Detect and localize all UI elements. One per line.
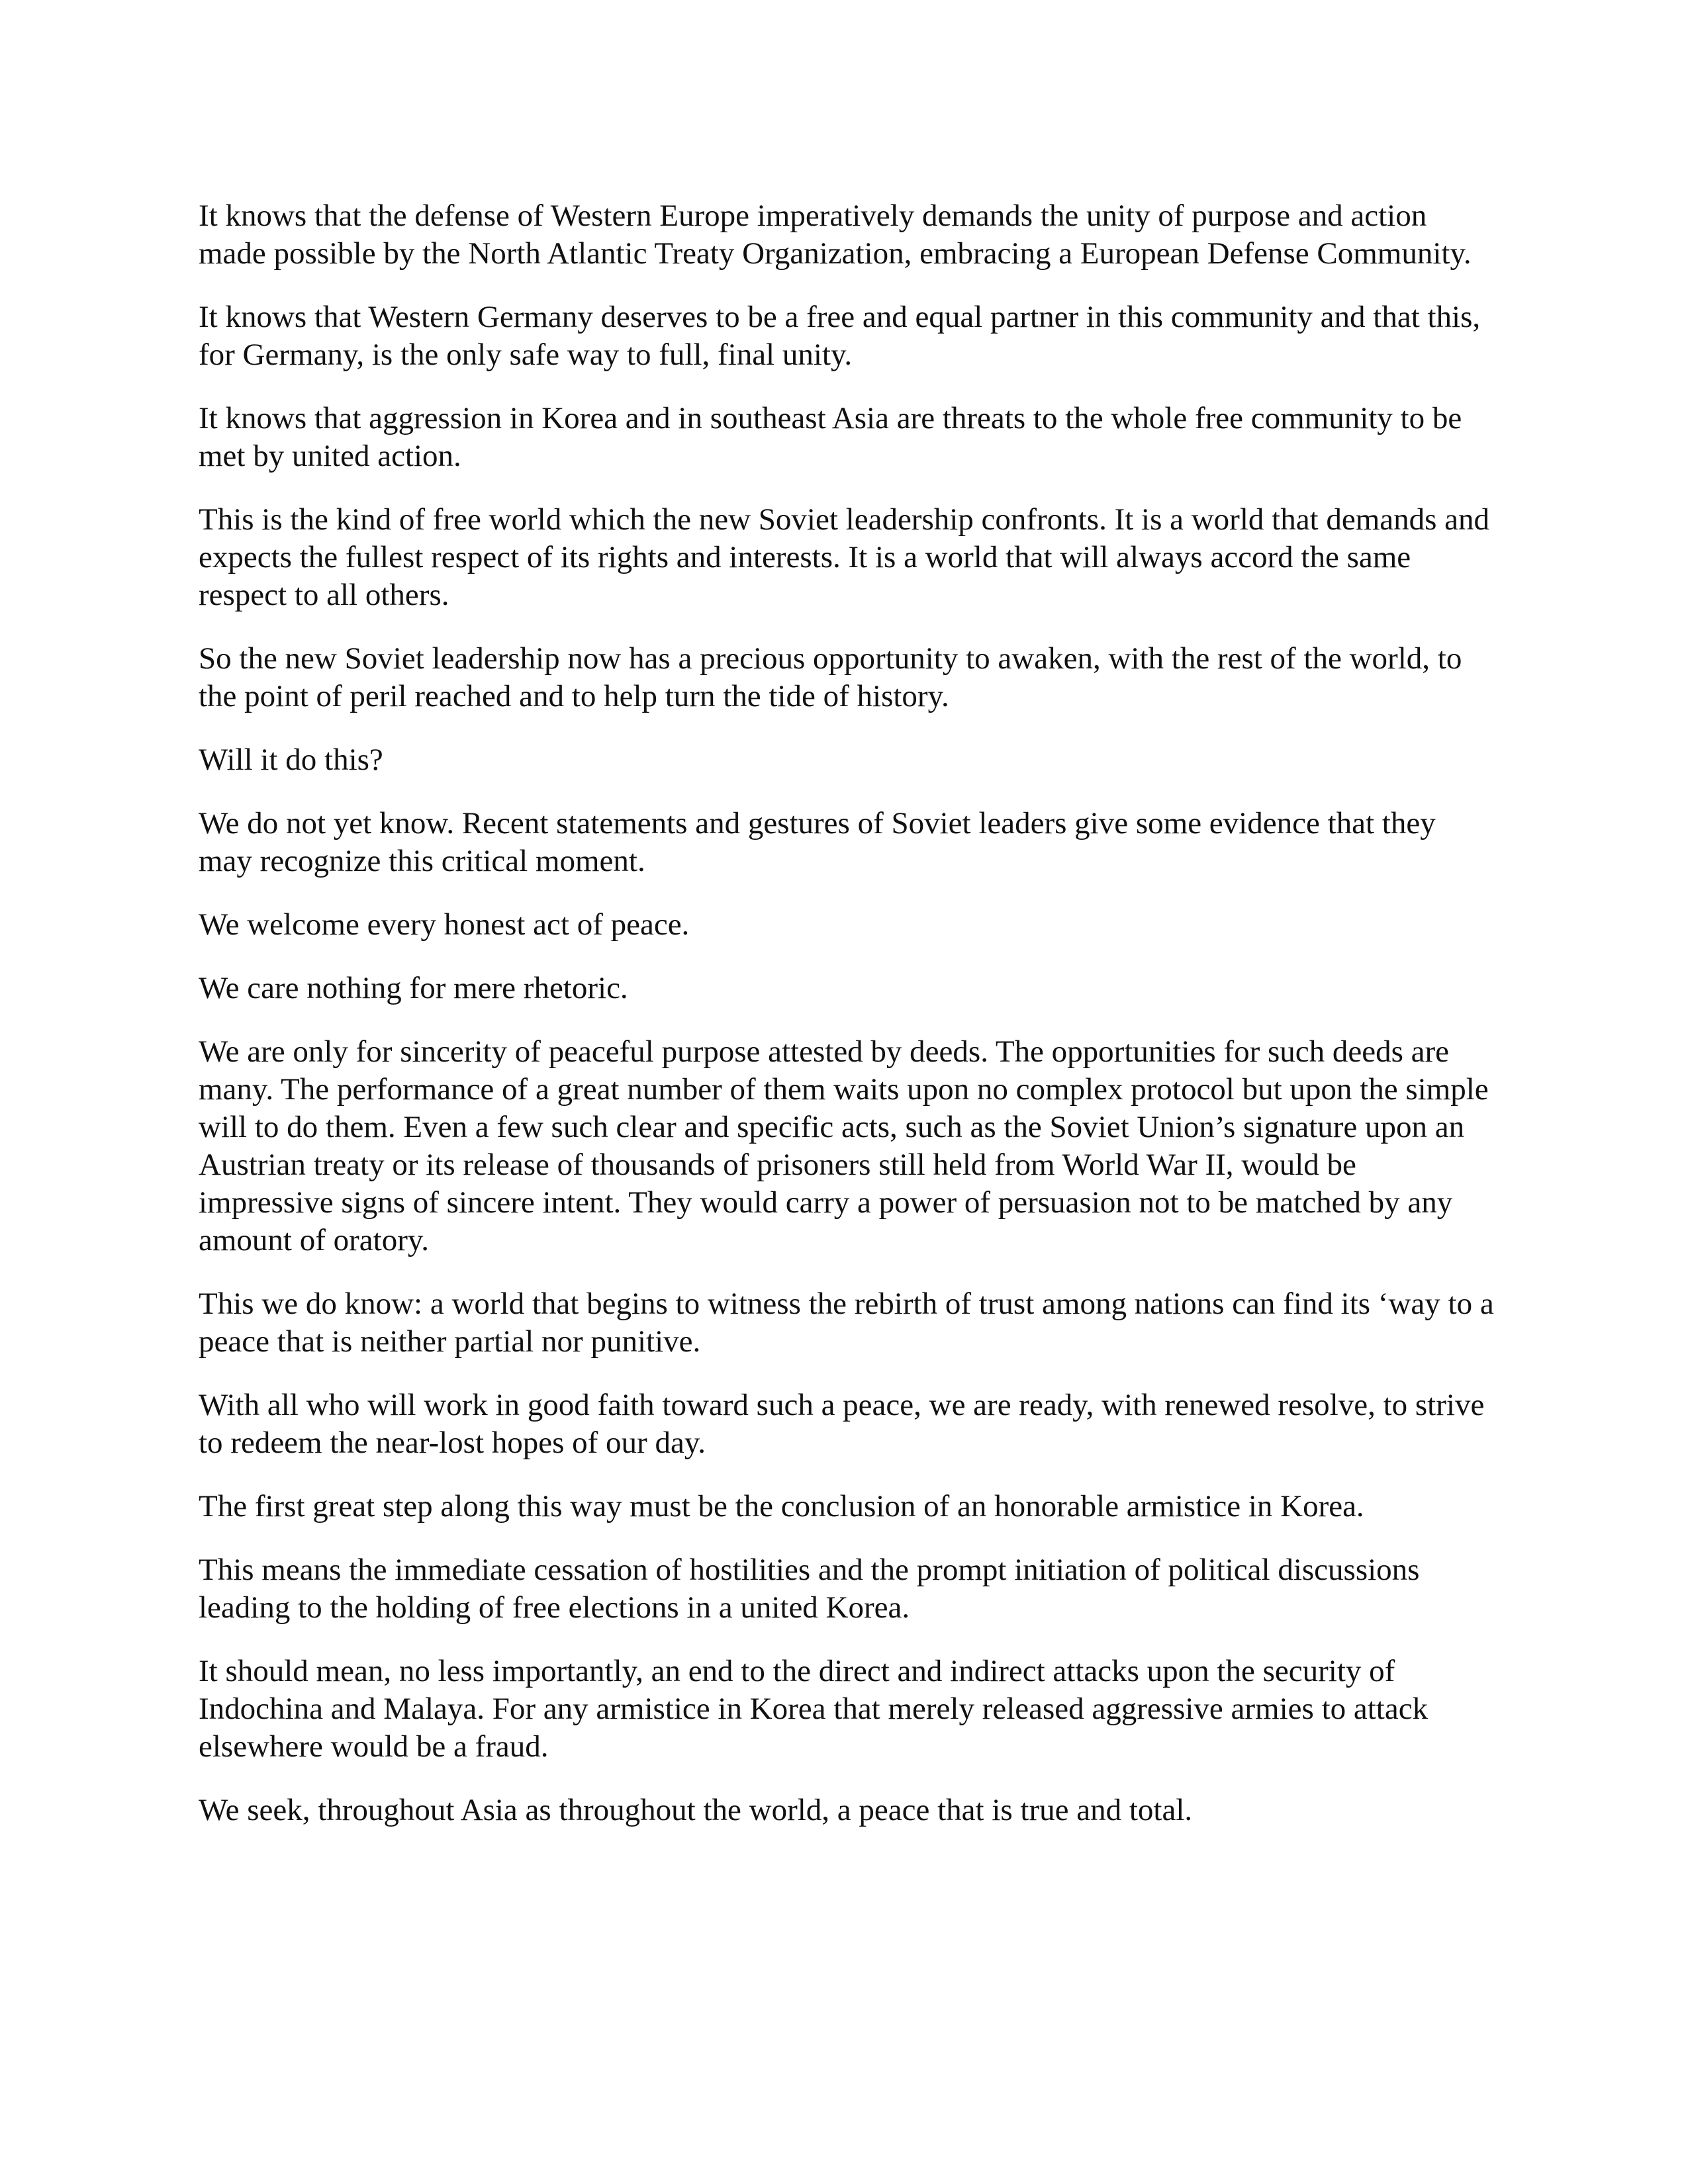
paragraph: It knows that Western Germany deserves to be a free and equal partner in this community and that this, for Germany, is the only safe way to full, final unity. — [199, 300, 1481, 372]
paragraph: Will it do this? — [199, 743, 383, 777]
paragraph: This we do know: a world that begins to witness the rebirth of trust among nations can find its ‘way to a peace that is neither partial nor punitive. — [199, 1287, 1494, 1359]
paragraph: We are only for sincerity of peaceful purpose attested by deeds. The opportunities for such deeds are many. The performance of a great number of them waits upon no complex protocol but upon the simple will to do them. Even a few such clear and specific acts, such as the Soviet Union’s signature upon an Austrian treaty or its release of thousands of prisoners still held from World War II, would be impressive signs of sincere intent. They would carry a power of persuasion not to be matched by any amount of oratory. — [199, 1034, 1489, 1257]
paragraph: This means the immediate cessation of hostilities and the prompt initiation of political discussions leading to the holding of free elections in a united Korea. — [199, 1553, 1420, 1625]
paragraph: So the new Soviet leadership now has a precious opportunity to awaken, with the rest of the world, to the point of peril reached and to help turn the tide of history. — [199, 641, 1462, 713]
paragraph: The first great step along this way must be the conclusion of an honorable armistice in Korea. — [199, 1489, 1364, 1524]
paragraph: It knows that the defense of Western Europe imperatively demands the unity of purpose and action made possible by the North Atlantic Treaty Organization, embracing a European Defense Community. — [199, 199, 1472, 271]
paragraph: This is the kind of free world which the new Soviet leadership confronts. It is a world that demands and expects the fullest respect of its rights and interests. It is a world that will always accord the same respect to all others. — [199, 502, 1490, 612]
paragraph: It should mean, no less importantly, an end to the direct and indirect attacks upon the security of Indochina and Malaya. For any armistice in Korea that merely released aggressive armies to attack elsewhere would be a fraud. — [199, 1654, 1429, 1764]
paragraph: We do not yet know. Recent statements and gestures of Soviet leaders give some evidence that they may recognize this critical moment. — [199, 806, 1436, 878]
paragraph: We care nothing for mere rhetoric. — [199, 971, 628, 1005]
paragraph: With all who will work in good faith toward such a peace, we are ready, with renewed resolve, to strive to redeem the near-lost hopes of our day. — [199, 1388, 1485, 1460]
paragraph: We welcome every honest act of peace. — [199, 907, 690, 942]
document-body — [199, 197, 1496, 1855]
paragraph: We seek, throughout Asia as throughout the world, a peace that is true and total. — [199, 1793, 1193, 1827]
paragraph: It knows that aggression in Korea and in southeast Asia are threats to the whole free community to be met by united action. — [199, 401, 1462, 473]
